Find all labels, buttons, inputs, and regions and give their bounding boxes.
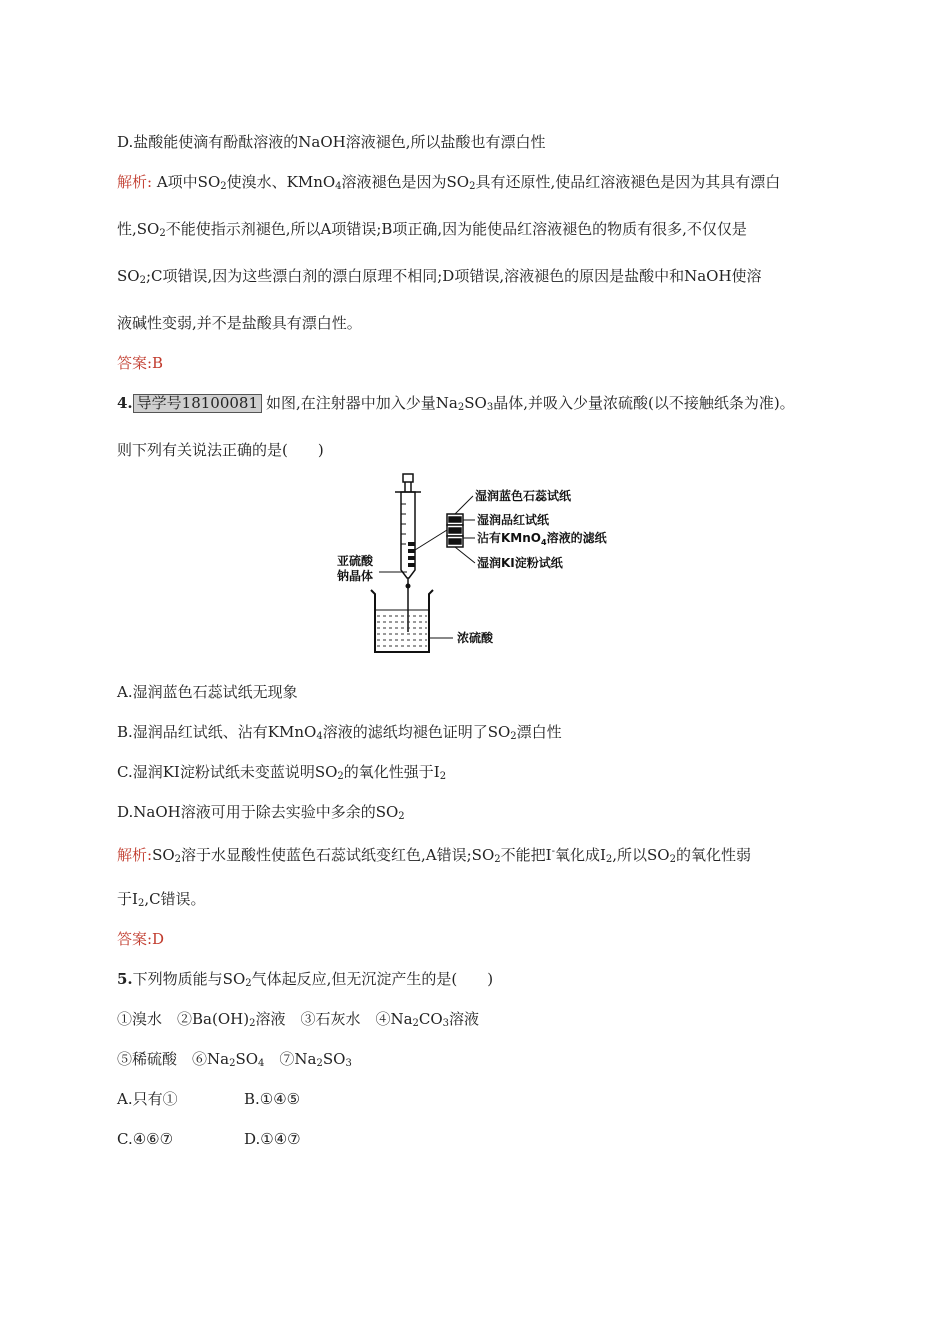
q4-stem-line-1: 4. 导学号18100081 如图,在注射器中加入少量$Na_2SO_3$晶体,并吸入少量浓硫酸(以不接触纸条为准)。: [117, 394, 795, 413]
q3-option-d: D.盐酸能使滴有酚酞溶液的NaOH溶液褪色,所以盐酸也有漂白性: [117, 133, 546, 151]
strip-blue-litmus: [408, 542, 415, 546]
q5-items-line-1: ①溴水 $②Ba(OH)_2$溶液 ③石灰水 $④Na_2CO_3$溶液: [117, 1010, 480, 1029]
q3-answer: 答案:B: [117, 354, 164, 372]
plunger-cap: [403, 474, 413, 482]
analysis-label: 解析:: [117, 173, 153, 191]
q5-option-c: C.④⑥⑦: [117, 1130, 174, 1148]
label-ki-starch: 湿润KI淀粉试纸: [477, 556, 563, 570]
strip-kmno4: [408, 556, 415, 560]
q4-stem-line-2: 则下列有关说法正确的是( ): [117, 441, 324, 459]
guide-number-tag[interactable]: 导学号18100081: [133, 394, 262, 413]
q3-analysis-line-4: 液碱性变弱,并不是盐酸具有漂白性。: [117, 314, 362, 332]
strip-ki: [408, 563, 415, 567]
label-crystal-line-2: 钠晶体: [337, 569, 374, 583]
crystal-marker: [406, 584, 411, 589]
q4-analysis-line-2: 于$I_2,C$错误。: [117, 890, 206, 909]
liquid-hatch: [377, 616, 427, 646]
q5-stem: 5.下列物质能与$SO_2$气体起反应,但无沉淀产生的是( ): [117, 970, 494, 989]
analysis-label: 解析:: [117, 846, 153, 864]
q4-option-c: C.湿润KI淀粉试纸未变蓝说明$SO_2$的氧化性强于$I_2$: [117, 763, 447, 782]
q5-option-b: B.①④⑤: [244, 1090, 301, 1108]
q3-analysis-line-2: 性$,SO_2$不能使指示剂褪色,所以A项错误;B项正确,因为能使品红溶液褪色的物质有很多,不仅仅是: [117, 220, 747, 239]
strip-legend: [447, 514, 463, 547]
q4-answer: 答案:D: [117, 930, 165, 948]
beaker: [371, 590, 433, 652]
label-crystal-line-1: 亚硫酸: [337, 554, 374, 568]
q5-items-line-2: ⑤稀硫酸 $⑥Na_2SO_4$ $⑦Na_2SO_3$: [117, 1050, 352, 1069]
label-magenta: 湿润品红试纸: [477, 513, 550, 527]
q4-analysis-line-1: 解析$:SO_2$溶于水显酸性使蓝色石蕊试纸变红色,A错误$;SO_2$不能把I-氧化成$I_2$,所以$SO_2$的氧化性弱: [117, 846, 751, 865]
strip-magenta: [408, 549, 415, 553]
label-blue-litmus: 湿润蓝色石蕊试纸: [475, 489, 572, 503]
label-kmno4: 沾有KMnO$_4$溶液的滤纸: [477, 531, 607, 547]
q4-option-d: D.NaOH溶液可用于除去实验中多余的$SO_2$: [117, 803, 405, 822]
q4-option-a: A.湿润蓝色石蕊试纸无现象: [117, 683, 298, 701]
q3-analysis-line-1: 解析: A项中$SO_2$使溴水、KMnO$_4$溶液褪色是因为$SO_2$具有还原性,使品红溶液褪色是因为其具有漂白: [117, 173, 781, 192]
q3-analysis-line-3: $SO_2;C$项错误,因为这些漂白剂的漂白原理不相同;D项错误,溶液褪色的原因是盐酸中和NaOH使溶: [117, 267, 762, 286]
apparatus-figure: [335, 470, 615, 660]
q4-option-b: B.湿润品红试纸、沾有KMnO$_4$溶液的滤纸均褪色证明了$SO_2$漂白性: [117, 723, 562, 742]
question-number: 5.: [117, 970, 133, 988]
label-conc-acid: 浓硫酸: [457, 631, 494, 645]
q5-option-d: D.①④⑦: [244, 1130, 301, 1148]
plunger-rod: [405, 482, 411, 492]
q5-option-a: A.只有①: [117, 1090, 178, 1108]
question-number: 4.: [117, 394, 133, 412]
